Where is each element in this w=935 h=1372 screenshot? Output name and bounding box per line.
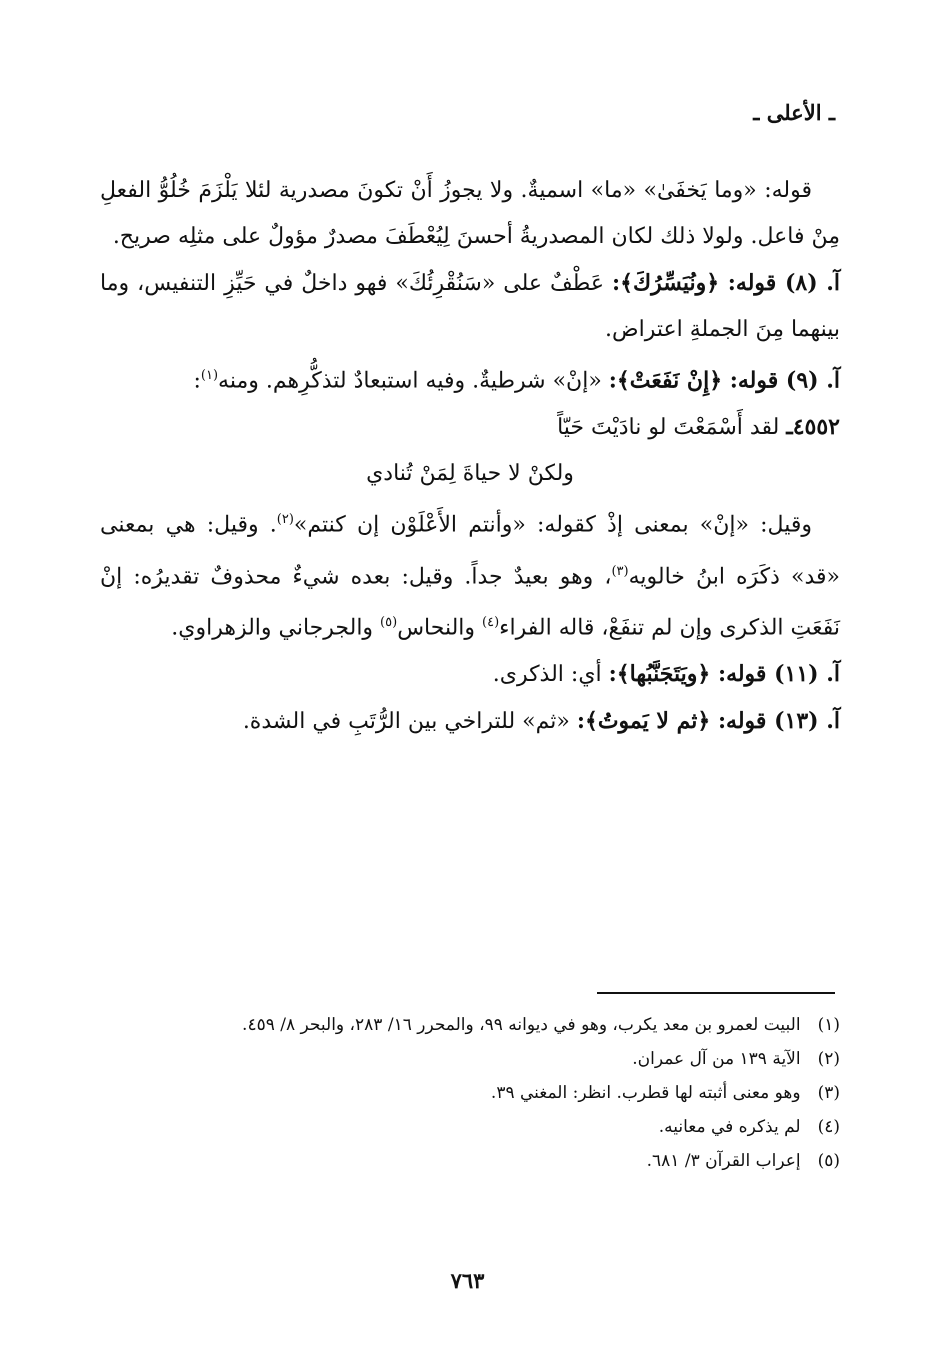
footnote-number: (٤) [817, 1117, 840, 1137]
poem-number: ٤٥٥٢ـ [786, 414, 840, 441]
main-text [100, 168, 840, 745]
footnote-marker: (٣) [611, 563, 629, 579]
footnote-marker: (٤) [482, 614, 500, 630]
footnote-1 [100, 1010, 840, 1040]
paragraph-1: قوله: «وما يَخفَىٰ» «ما» اسميةٌ. ولا يجوزُ أَنْ تكونَ مصدرية لئلا يَلْزَمَ خُلُوُّ الفعلِ مِنْ فاعل. ولولا ذلك لكان المصدريةُ أحسنَ لِيُعْطَفَ مصدرٌ مؤولٌ على مثلِه صريح. [100, 178, 840, 249]
footnote-number: (٥) [817, 1151, 840, 1171]
paragraph-verse-11 [100, 651, 840, 698]
poem-line-2 [100, 451, 840, 497]
paragraph-text: : [193, 368, 201, 394]
paragraph-text: والنحاس [397, 615, 483, 641]
verse-reference: آ. (٩) قوله: ﴿إِنْ نَفَعَتْ﴾: [608, 367, 840, 394]
footnote-marker: (٢) [276, 512, 294, 528]
footnote-number: (٣) [817, 1083, 840, 1103]
footnote-text: وهو معنى أثبته لها قطرب. انظر: المغني ٣٩. [490, 1083, 801, 1103]
footnote-marker: (١) [200, 368, 219, 383]
footnote-5 [100, 1146, 840, 1176]
verse-reference: آ. (٨) قوله: ﴿ونُيَسِّرُكَ﴾: [611, 270, 841, 296]
paragraph-text: ، وهو بعيدٌ جداً. وقيل: بعده شيءٌ محذوفٌ تقديرُه: إنْ نَفَعَتِ الذكرى وإن لم تنفَعْ، قاله الفراء [100, 563, 840, 641]
running-header: ـ الأعلى ـ [753, 100, 835, 125]
footnote-text: إعراب القرآن ٣/ ٦٨١. [646, 1151, 801, 1171]
footnote-number: (٢) [817, 1049, 840, 1069]
footnote-divider [597, 992, 835, 994]
paragraph-text: والجرجاني والزهراوي. [171, 615, 381, 641]
footnote-text: لم يذكره في معانيه. [658, 1117, 801, 1137]
poem-hemistich-1: لقد أَسْمَعْتَ لو نادَيْتَ حَيّاً [557, 415, 780, 441]
poem-hemistich-2: ولكنْ لا حياةَ لِمَنْ تُنادي [366, 461, 574, 487]
paragraph-text: . وقيل: هي بمعنى «قد» ذكَرَه ابنُ خالويه [100, 512, 840, 589]
footnote-2 [100, 1044, 840, 1074]
paragraph-text: «إنْ» شرطيةٌ. وفيه استبعادٌ لتذكُّرِهم. ومنه [218, 368, 602, 394]
paragraph-text: وقيل: «إنْ» بمعنى إذْ كقوله: «وأنتم الأَعْلَوْن إن كنتم» [293, 512, 812, 538]
paragraph-text: أي: الذكرى. [492, 662, 602, 688]
page-number: ٧٦٣ [450, 1268, 485, 1293]
verse-reference: آ. (١٣) قوله: ﴿ثم لا يَموتُ﴾: [576, 708, 840, 735]
footnote-text: البيت لعمرو بن معد يكرب، وهو في ديوانه ٩٩، والمحرر ١٦/ ٢٨٣، والبحر ٨/ ٤٥٩. [242, 1015, 801, 1035]
verse-reference: آ. (١١) قوله: ﴿ويَتَجَنَّبُها﴾: [608, 661, 840, 688]
paragraph-text: عَطْفٌ على «سَنُقْرِئُكَ» فهو داخلٌ في حَيِّزِ التنفيس، وما بينهما مِنَ الجملةِ اعتراض. [100, 271, 840, 342]
poem-line-1 [100, 404, 840, 451]
footnote-number: (١) [817, 1015, 840, 1035]
paragraph-verse-9 [100, 353, 840, 404]
paragraph-text: «ثم» للتراخي بين الرُّتَبِ في الشدة. [242, 709, 570, 735]
footnote-marker: (٥) [380, 614, 398, 630]
paragraph-verse-8 [100, 260, 840, 353]
footnote-3 [100, 1078, 840, 1108]
footnotes [100, 1010, 840, 1180]
footnote-text: الآية ١٣٩ من آل عمران. [632, 1049, 801, 1069]
footnote-4 [100, 1112, 840, 1142]
paragraph-4 [100, 497, 840, 651]
paragraph-verse-13 [100, 698, 840, 745]
